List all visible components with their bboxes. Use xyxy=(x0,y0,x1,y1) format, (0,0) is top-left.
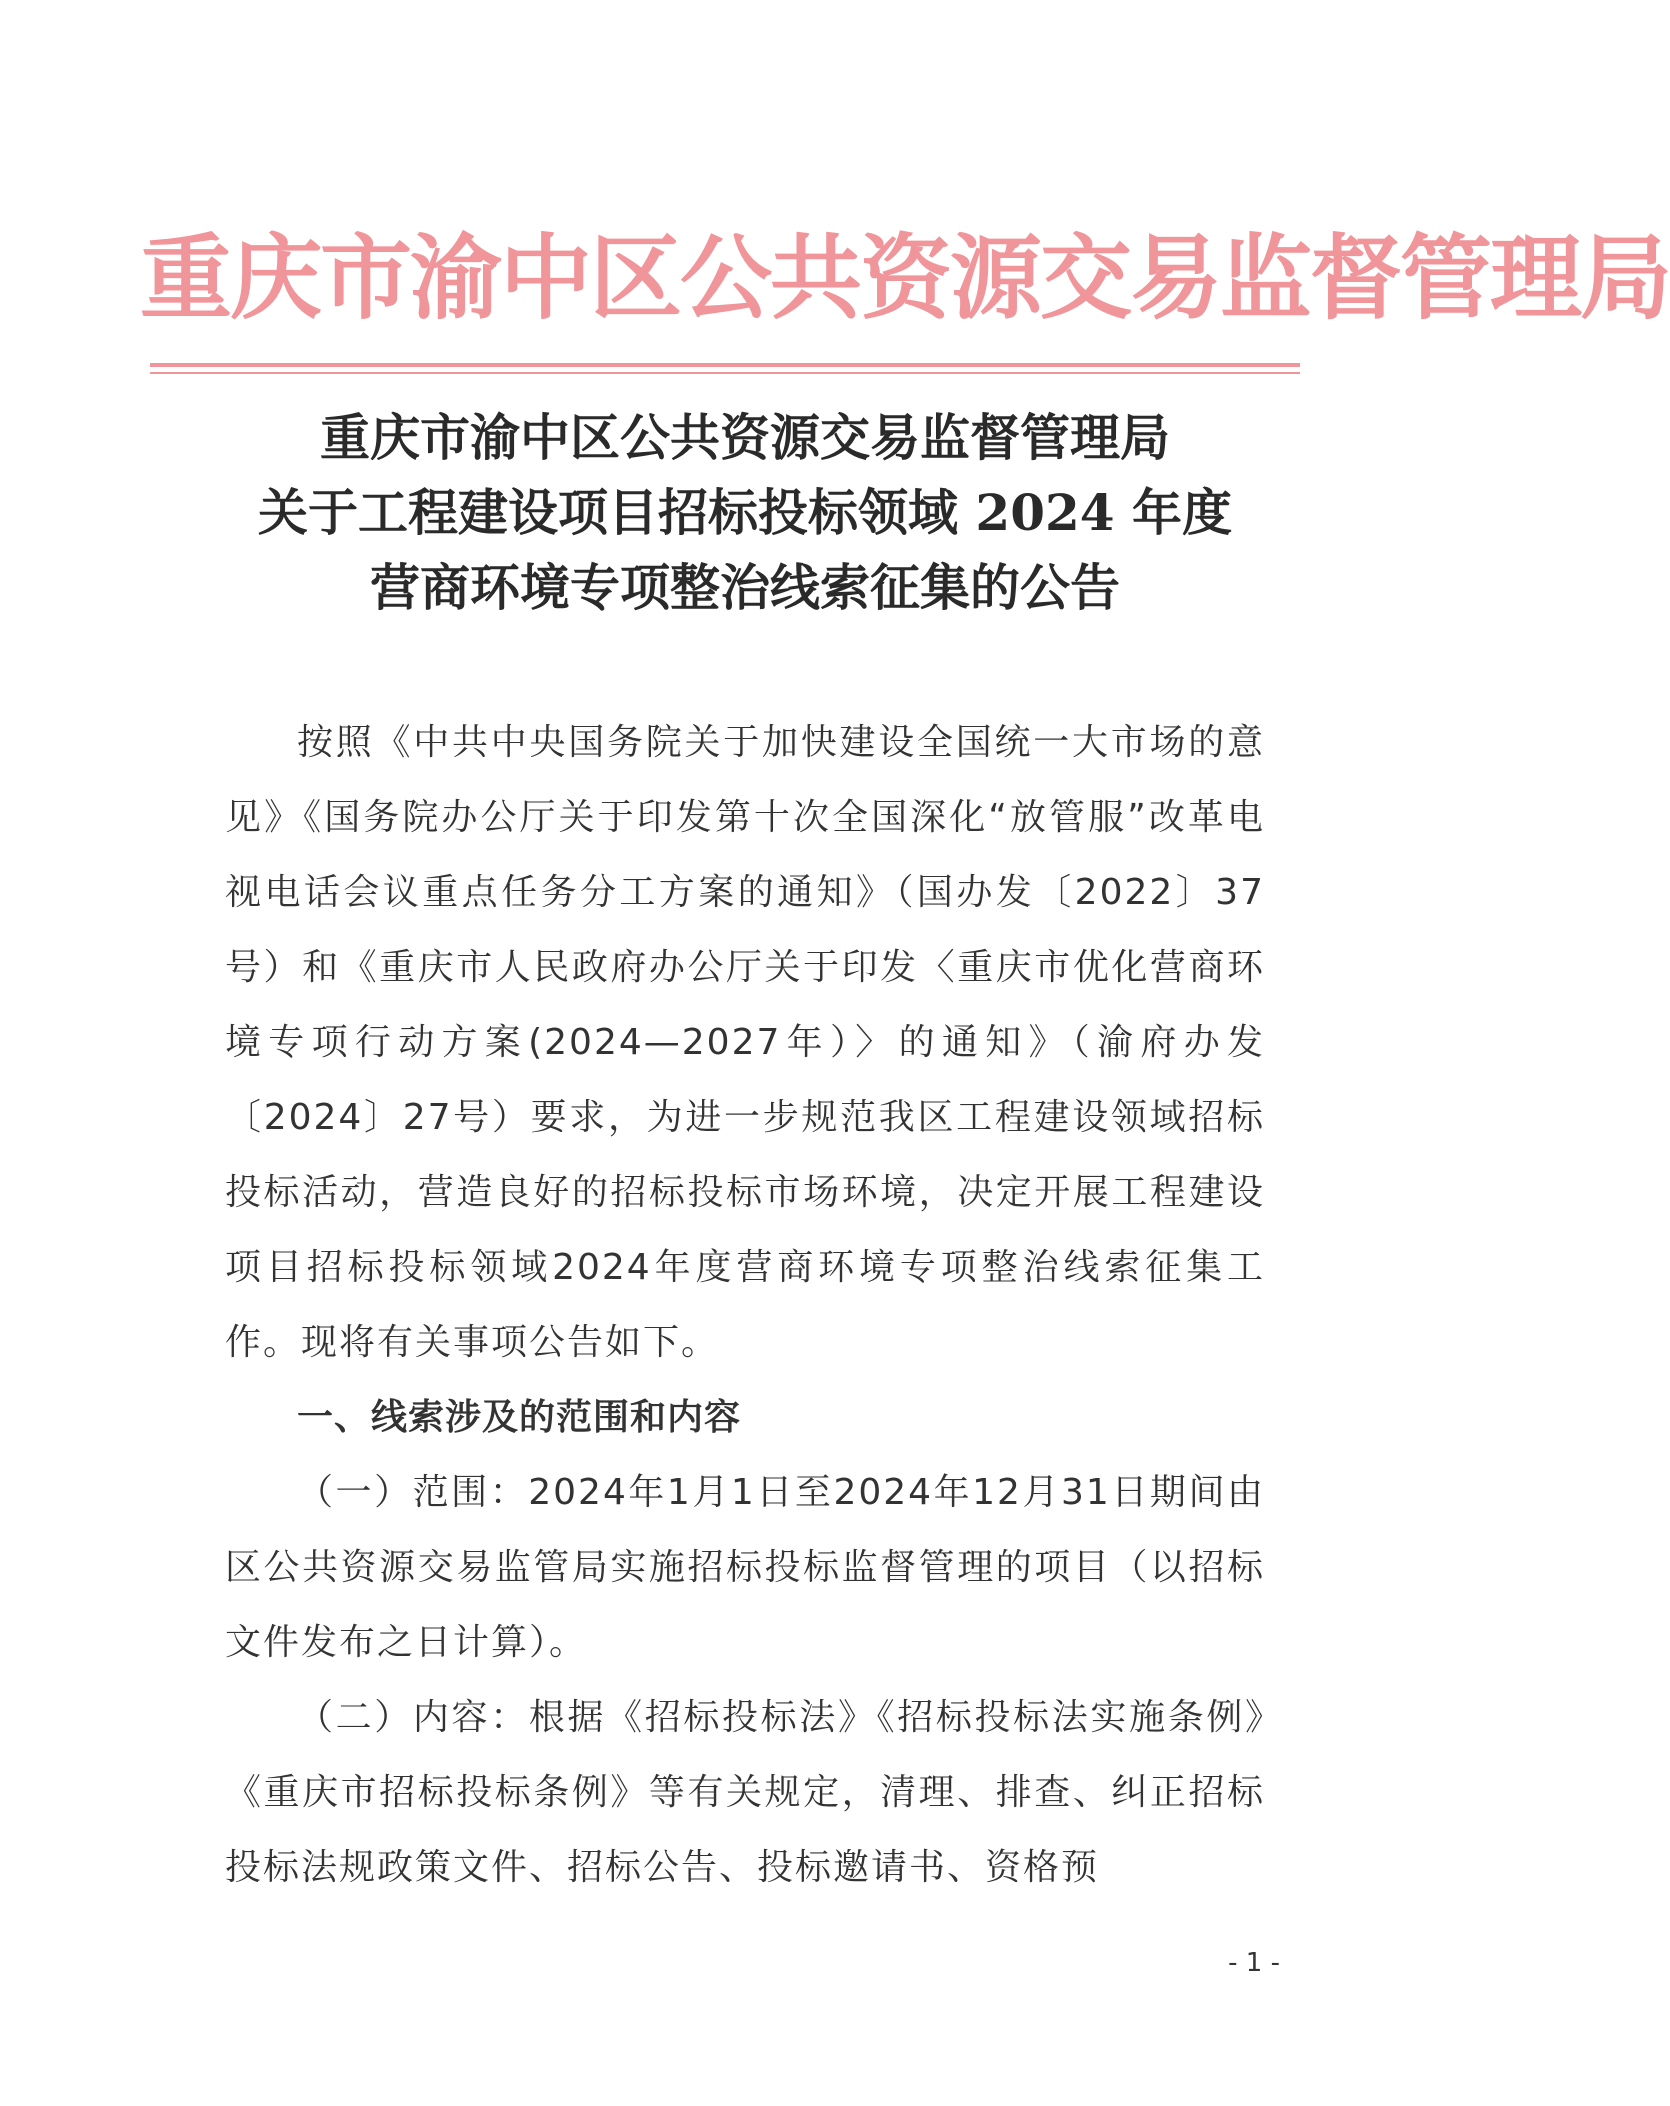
title-line-1: 重庆市渝中区公共资源交易监督管理局 xyxy=(320,408,1170,467)
page-number: - 1 - xyxy=(1228,1948,1280,1978)
intro-paragraph: 按照《中共中央国务院关于加快建设全国统一大市场的意见》《国务院办公厅关于印发第十次全国深化“放管服”改革电视电话会议重点任务分工方案的通知》（国办发〔2022〕37号）和《重庆市人民政府办公厅关于印发〈重庆市优化营商环境专项行动方案(2024—2027年）〉的通知》（渝府办发〔2024〕27号）要求，为进一步规范我区工程建设领域招标投标活动，营造良好的招标投标市场环境，决定开展工程建设项目招标投标领域2024年度营商环境专项整治线索征集工作。现将有关事项公告如下。 xyxy=(225,722,1265,1363)
document-title xyxy=(150,400,1340,625)
agency-masthead: 重庆市渝中区公共资源交易监督管理局 xyxy=(140,224,1670,332)
section-1-heading: 一、线索涉及的范围和内容 xyxy=(297,1397,742,1438)
content-paragraph: （二）内容：根据《招标投标法》《招标投标法实施条例》《重庆市招标投标条例》等有关规定，清理、排查、纠正招标投标法规政策文件、招标公告、投标邀请书、资格预 xyxy=(225,1697,1265,1888)
title-line-2: 关于工程建设项目招标投标领域 2024 年度 xyxy=(258,483,1232,542)
masthead-red-rule-thin xyxy=(150,372,1300,374)
title-line-3: 营商环境专项整治线索征集的公告 xyxy=(370,558,1120,617)
scope-paragraph: （一）范围：2024年1月1日至2024年12月31日期间由区公共资源交易监管局实施招标投标监督管理的项目（以招标文件发布之日计算）。 xyxy=(225,1472,1265,1663)
masthead-red-rule-thick xyxy=(150,363,1300,367)
document-body xyxy=(225,705,1265,1905)
